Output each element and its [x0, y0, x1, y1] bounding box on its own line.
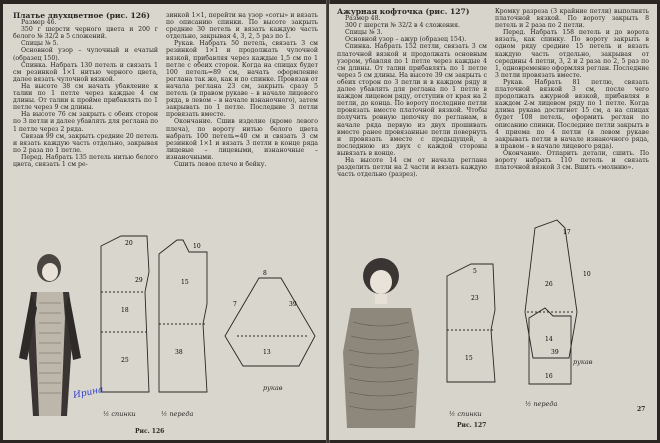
pattern-title: Платье двухцветное (рис. 126): [13, 11, 150, 20]
dimension-label: 38: [175, 349, 183, 356]
dimension-label: 15: [181, 279, 189, 286]
left-page-column-1: [13, 12, 158, 168]
back-pattern-diagram: [441, 260, 501, 390]
left-page-column-2: [166, 12, 318, 168]
sleeve-label: рукав: [573, 358, 593, 366]
dimension-label: 10: [583, 271, 591, 278]
paragraph: Перед. Набрать 158 петель и до ворота вязать, как спинку. По вороту закрыть в одном ряду средние 15 петель и вязать каждую часть отдельно, закрывая от середины 4 петли, 3, 2 и 2 раза по 2, 5 раз по 1, одновременно оформляя реглан. Последние 3 петли провязать вместе.: [495, 29, 649, 79]
dimension-label: 18: [121, 307, 129, 314]
dimension-label: 14: [545, 336, 553, 343]
front-pattern-diagram: [153, 234, 215, 400]
paragraph: зинкой 1×1, перейти на узор «соты» и вязать по описанию спинки. По высоте закрыть средние 30 петель и вязать каждую часть отдельно, закрывая 4, 3, 2, 5 раз по 1.: [166, 12, 318, 41]
paragraph: 350 г шерсти черного цвета и 200 г белого № 32/2 в 5 сложений.: [13, 26, 158, 41]
sleeve-label: рукав: [263, 384, 283, 392]
dimension-label: 7: [233, 301, 237, 308]
paragraph: Размер 48.: [345, 15, 381, 23]
dimension-label: 29: [135, 277, 143, 284]
paragraph: Основной узор – чулочный и ечатый (образец 150).: [13, 47, 158, 62]
back-label: ½ спинки: [449, 410, 482, 418]
dimension-label: 8: [263, 270, 267, 277]
paragraph: На высоте 76 см закрыть с обеих сторон по 3 петли и далее убавлять для реглана по 1 петле через 2 ряда.: [13, 111, 158, 133]
paragraph: На высоте 14 см от начала реглана разделить петли на 2 части и вязать каждую часть отдельно (разрез).: [337, 156, 487, 179]
paragraph: Кромку разреза (3 крайние петли) выполнять платочной вязкой. По вороту закрыть 8 петель и 2 раза по 2 петли.: [495, 8, 649, 30]
handwritten-signature: Ирина: [72, 384, 105, 402]
front-pattern-diagram: [525, 304, 577, 394]
figure-caption: Рис. 127: [457, 422, 487, 429]
paragraph: Спицы № 3.: [345, 29, 383, 37]
paragraph: Связав 99 см, закрыть средние 20 петель и вязать каждую часть отдельно, закрывая по 2 раза по 1 петле.: [13, 132, 158, 154]
front-label: ½ переда: [161, 410, 194, 418]
dimension-label: 25: [121, 357, 129, 364]
paragraph: Спицы № 5.: [21, 40, 59, 48]
dimension-label: 20: [125, 240, 133, 247]
paragraph: Размер 46.: [21, 19, 57, 27]
back-label: ½ спинки: [103, 410, 136, 418]
dimension-label: 39: [289, 301, 297, 308]
dimension-label: 17: [563, 229, 571, 236]
front-label: ½ переда: [525, 400, 558, 408]
paragraph: Окончание. Сшив изделие (кроме левого плеча), по вороту нитью белого цвета набрать 100 петель=40 см и связать 3 см резинкой 1×1 и вязать 3 петли в конце ряда лицевые – лицевыми, изнаночные – изнаночными.: [166, 118, 318, 161]
dimension-label: 15: [465, 355, 473, 362]
paragraph: Сшить левое плечо и бейку.: [174, 160, 267, 168]
left-page: [3, 4, 327, 440]
paragraph: Окончание. Отпарить детали, сшить. По вороту набрать 110 петель и связать платочной вязкой 3 см. Вшить «молнию».: [495, 149, 649, 172]
right-page: [329, 4, 657, 440]
paragraph: Основной узор – ажур (образец 154).: [345, 36, 467, 44]
dimension-label: 23: [471, 295, 479, 302]
paragraph: Рукав. Набрать 50 петель, связать 3 см резинкой 1×1 и продолжать чулочной вязкой, прибавляя через каждые 1,5 см по 1 петле с обеих сторон. Когда на спицах будет 100 петель=89 см, начать оформление реглана так же, как и по спинке. Провязав от начала реглана 23 см, закрыть сразу 5 петель (в правом рукаве – в начале лицевого ряда, в левом – в начале изнаночного), затем закрывать по 1 петле. Последние 3 петли провязать вместе.: [166, 40, 318, 119]
dimension-label: 13: [263, 349, 271, 356]
pattern-title: Ажурная кофточка (рис. 127): [337, 7, 470, 16]
back-pattern-diagram: [95, 232, 155, 400]
page-number: 27: [637, 406, 646, 413]
dimension-label: 26: [545, 281, 553, 288]
paragraph: Рукав. Набрать 81 петлю, связать платочной вязкой 3 см, после чего продолжать ажурной вязкой, прибавляя в каждом 2-м лицевом ряду по 1 петле. Когда длина рукава достигнет 15 см, а на спицах будет 108 петель, оформить реглан по описанию спинки. Последние петли закрыть в 4 приема по 4 петли (в левом рукаве закрывать петли в начале изнаночного ряда, в правом – в начале лицевого ряда).: [495, 78, 649, 150]
right-page-column-2: [495, 8, 649, 171]
right-page-column-1: [337, 8, 487, 178]
paragraph: На высоте 38 см начать убавление к талии по 1 петле через каждые 4 см длины. От талии к пройме прибавлять по 1 петле через 9 см длины.: [13, 82, 158, 112]
dimension-label: 10: [193, 243, 201, 250]
top-illustration: [335, 252, 427, 428]
dimension-label: 39: [551, 349, 559, 356]
dimension-label: 5: [473, 268, 477, 275]
paragraph: 300 г шерсти № 32/2 в 4 сложения.: [345, 22, 460, 30]
paragraph: Перед. Набрать 135 петель нитью белого цвета, связать 1 см ре-: [13, 153, 158, 168]
paragraph: Спинка. Набрать 130 петель и связать 1 см резинкой 1×1 нитью черного цвета, далее вязать чулочной вязкой.: [13, 61, 158, 83]
sleeve-pattern-diagram: [219, 266, 325, 374]
paragraph: Спинка. Набрать 152 петли, связать 3 см платочной вязкой и продолжать основным узором, убавляя по 1 петле через каждые 4 см длины. От талии прибавлять по 1 петле через 5 см длины. На высоте 39 см закрыть с обеих сторон по 3 петли и в каждом ряду и далее убавлять для реглана по 1 петле в каждом лицевом ряду, отступив от края на 2 петли, до конца. По вороту последние петли провязать вместе платочной вязкой. Чтобы получить ровную цепочку по регланам, в начале ряда первую из двух прошивать вместе ранее провязанные петли повернуть и провязать вместе с предыдущей, а последнюю из двух с каждой стороны вывязать в конце.: [337, 43, 487, 157]
figure-caption: Рис. 126: [135, 428, 165, 435]
dimension-label: 16: [545, 373, 553, 380]
